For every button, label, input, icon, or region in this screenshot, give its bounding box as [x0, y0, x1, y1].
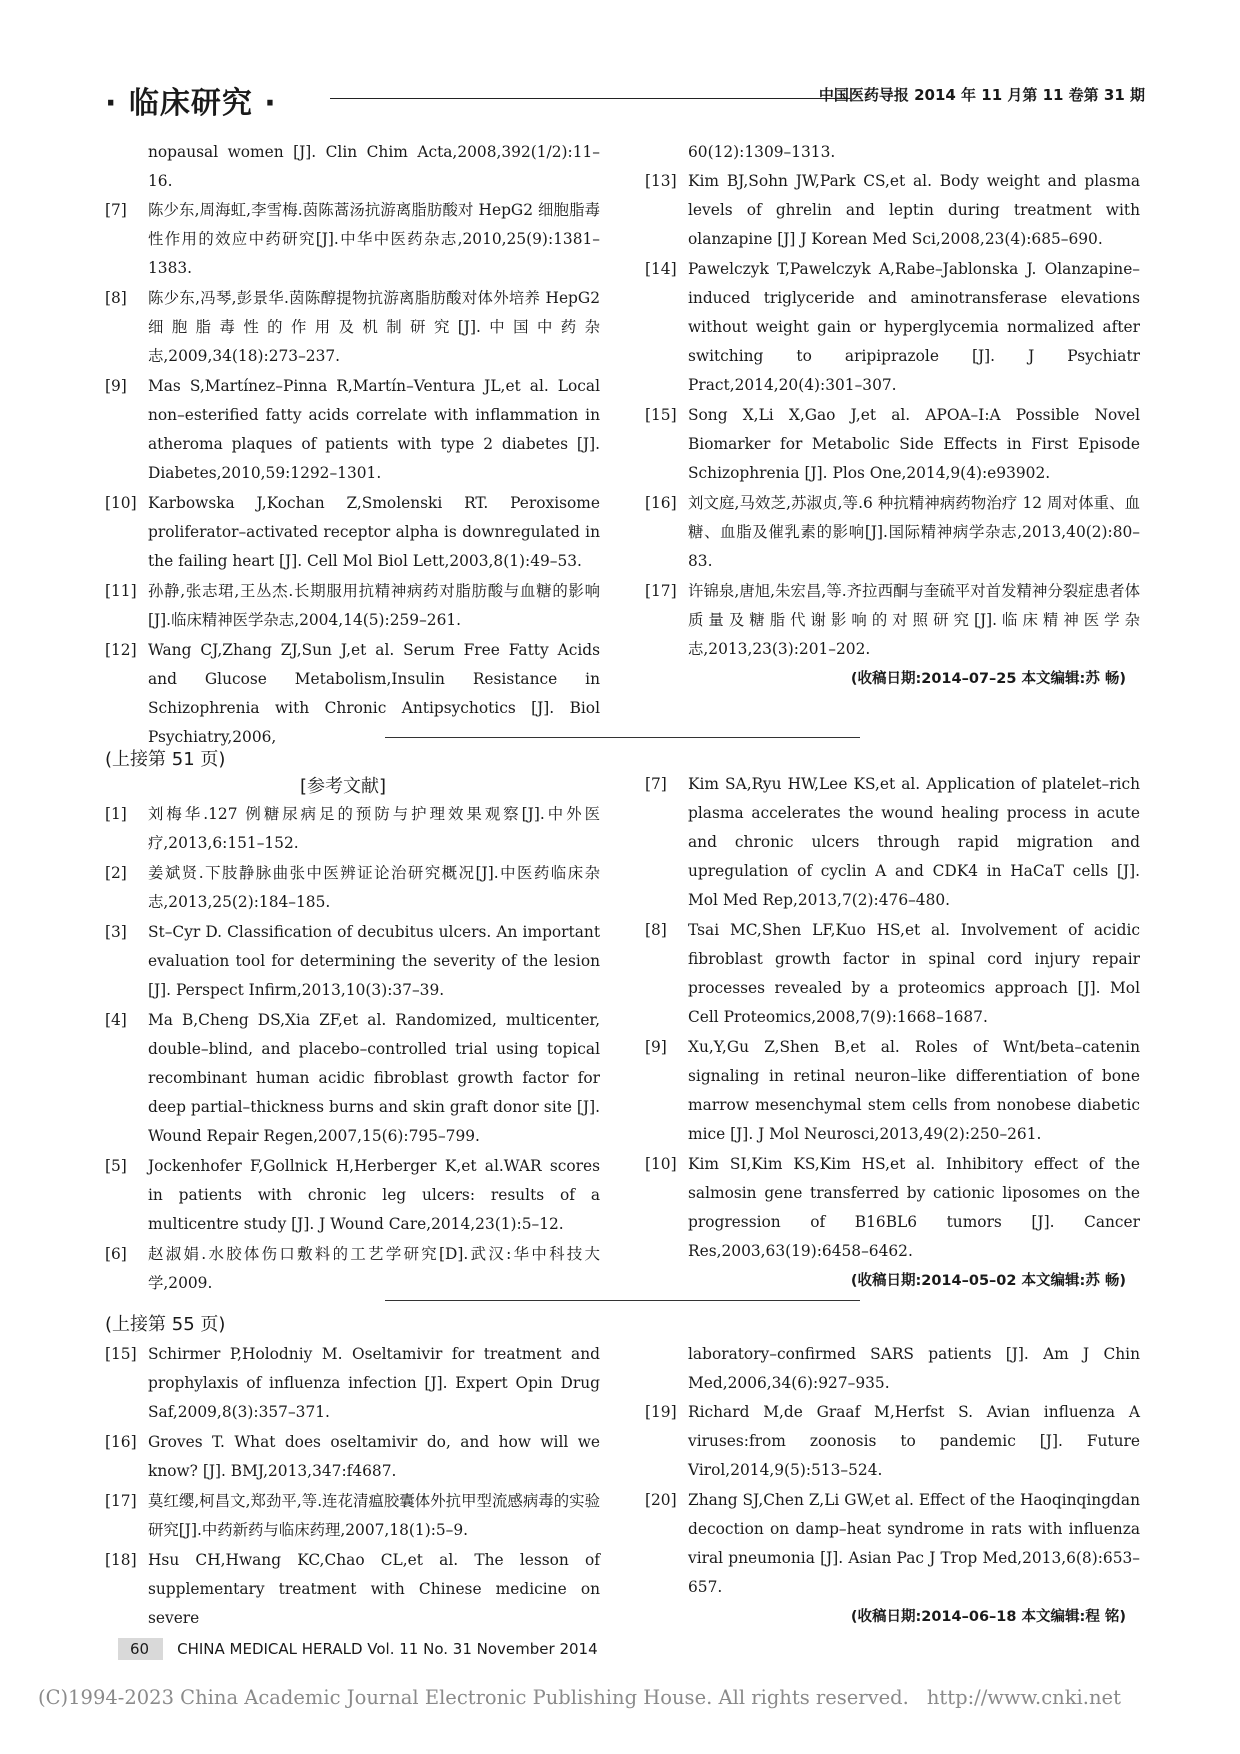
reference-text: Hsu CH,Hwang KC,Chao CL,et al. The lesson of supplementary treatment with Chinese medicine on severe	[148, 1551, 600, 1627]
reference-item	[105, 1340, 600, 1427]
reference-item	[105, 489, 600, 576]
reference-number: [12]	[105, 641, 137, 659]
reference-continuation: nopausal women [J]. Clin Chim Acta,2008,392(1/2):11–16.	[148, 143, 600, 190]
references-heading: [参考文献]	[300, 776, 387, 797]
continued-from-label: (上接第 51 页)	[105, 749, 226, 770]
reference-item	[105, 800, 600, 858]
block3-left-column	[105, 1340, 600, 1634]
reference-number: [11]	[105, 582, 137, 600]
received-date-note: (收稿日期:2014–05–02 本文编辑:苏 畅)	[850, 1273, 1126, 1289]
reference-item	[645, 1486, 1140, 1602]
reference-number: [13]	[645, 172, 677, 190]
reference-list	[105, 800, 600, 1298]
reference-text: Zhang SJ,Chen Z,Li GW,et al. Effect of the Haoqinqingdan decoction on damp–heat syndrome in rats with influenza viral pneumonia [J]. Asian Pac J Trop Med,2013,6(8):653–657.	[688, 1491, 1140, 1596]
reference-number: [3]	[105, 923, 127, 941]
reference-number: [10]	[645, 1155, 677, 1173]
header-rule	[330, 98, 850, 99]
reference-number: [15]	[105, 1345, 137, 1363]
reference-text: 刘梅华.127 例糖尿病足的预防与护理效果观察[J].中外医疗,2013,6:151–152.	[148, 805, 600, 852]
block2-left-column	[105, 800, 600, 1299]
reference-text: 莫红缨,柯昌文,郑劲平,等.连花清瘟胶囊体外抗甲型流感病毒的实验研究[J].中药新药与临床药理,2007,18(1):5–9.	[148, 1492, 600, 1539]
reference-list	[105, 196, 600, 752]
reference-item	[105, 1152, 600, 1239]
reference-number: [14]	[645, 260, 677, 278]
reference-text: 刘文庭,马效芝,苏淑贞,等.6 种抗精神病药物治疗 12 周对体重、血糖、血脂及催乳素的影响[J].国际精神病学杂志,2013,40(2):80–83.	[688, 494, 1140, 570]
reference-text: 姜斌贤.下肢静脉曲张中医辨证论治研究概况[J].中医药临床杂志,2013,25(2):184–185.	[148, 864, 600, 911]
reference-item	[105, 1006, 600, 1151]
reference-number: [18]	[105, 1551, 137, 1569]
publisher-url: http://www.cnki.net	[926, 1686, 1121, 1709]
reference-item	[645, 401, 1140, 488]
reference-item	[645, 577, 1140, 664]
reference-text: Tsai MC,Shen LF,Kuo HS,et al. Involvement of acidic fibroblast growth factor in spinal cord injury repair processes revealed by a proteomics approach [J]. Mol Cell Proteomics,2008,7(9):1668–1687.	[688, 921, 1140, 1026]
reference-number: [6]	[105, 1245, 127, 1263]
reference-item	[645, 770, 1140, 915]
reference-text: Groves T. What does oseltamivir do, and how will we know? [J]. BMJ,2013,347:f4687.	[148, 1433, 600, 1480]
reference-number: [19]	[645, 1403, 677, 1421]
reference-number: [20]	[645, 1491, 677, 1509]
reference-text: Richard M,de Graaf M,Herfst S. Avian influenza A viruses:from zoonosis to pandemic [J]. Future Virol,2014,9(5):513–524.	[688, 1403, 1140, 1479]
reference-text: Kim BJ,Sohn JW,Park CS,et al. Body weight and plasma levels of ghrelin and leptin during treatment with olanzapine [J] J Korean Med Sci,2008,23(4):685–690.	[688, 172, 1140, 248]
continued-from-label: (上接第 55 页)	[105, 1314, 226, 1335]
reference-number: [7]	[105, 201, 127, 219]
copyright-notice: (C)1994-2023 China Academic Journal Electronic Publishing House. All rights reserved.	[38, 1686, 909, 1709]
reference-item	[105, 1428, 600, 1486]
reference-text: 陈少东,冯琴,彭景华.茵陈醇提物抗游离脂肪酸对体外培养 HepG2 细胞脂毒性的作用及机制研究[J].中国中药杂志,2009,34(18):273–237.	[148, 289, 600, 365]
section-divider	[385, 737, 860, 738]
reference-text: Song X,Li X,Gao J,et al. APOA–I:A Possible Novel Biomarker for Metabolic Side Effects in First Episode Schizophrenia [J]. Plos One,2014,9(4):e93902.	[688, 406, 1140, 482]
reference-number: [7]	[645, 775, 667, 793]
reference-text: Jockenhofer F,Gollnick H,Herberger K,et al.WAR scores in patients with chronic leg ulcers: results of a multicentre study [J]. J Wound Care,2014,23(1):5–12.	[148, 1157, 600, 1233]
block3-right-column	[645, 1340, 1140, 1632]
reference-continuation: 60(12):1309–1313.	[688, 143, 836, 161]
reference-text: 许锦泉,唐旭,朱宏昌,等.齐拉西酮与奎硫平对首发精神分裂症患者体质量及糖脂代谢影响的对照研究[J].临床精神医学杂志,2013,23(3):201–202.	[688, 582, 1140, 658]
reference-item	[105, 1487, 600, 1545]
block2-right-column	[645, 770, 1140, 1296]
reference-text: 孙静,张志珺,王丛杰.长期服用抗精神病药对脂肪酸与血糖的影响[J].临床精神医学杂志,2004,14(5):259–261.	[148, 582, 600, 629]
reference-text: Kim SI,Kim KS,Kim HS,et al. Inhibitory effect of the salmosin gene transferred by cationic liposomes on the progression of B16BL6 tumors [J]. Cancer Res,2003,63(19):6458–6462.	[688, 1155, 1140, 1260]
journal-footer-line: CHINA MEDICAL HERALD Vol. 11 No. 31 November 2014	[177, 1640, 598, 1658]
reference-item	[645, 1150, 1140, 1266]
reference-number: [16]	[105, 1433, 137, 1451]
reference-text: Schirmer P,Holodniy M. Oseltamivir for treatment and prophylaxis of influenza infection [J]. Expert Opin Drug Saf,2009,8(3):357–371.	[148, 1345, 600, 1421]
page-number: 60	[118, 1638, 163, 1660]
reference-item	[105, 577, 600, 635]
page-footer	[118, 1636, 598, 1662]
reference-list	[645, 770, 1140, 1266]
reference-item	[105, 196, 600, 283]
reference-item	[105, 372, 600, 488]
reference-text: Karbowska J,Kochan Z,Smolenski RT. Peroxisome proliferator–activated receptor alpha is downregulated in the failing heart [J]. Cell Mol Biol Lett,2003,8(1):49–53.	[148, 494, 600, 570]
copyright-watermark	[38, 1686, 1139, 1709]
reference-number: [4]	[105, 1011, 127, 1029]
reference-list	[105, 1340, 600, 1633]
reference-item	[105, 1546, 600, 1633]
reference-item	[105, 284, 600, 371]
reference-list	[645, 167, 1140, 664]
reference-text: 赵淑娟.水胶体伤口敷料的工艺学研究[D].武汉:华中科技大学,2009.	[148, 1245, 600, 1292]
reference-number: [8]	[645, 921, 667, 939]
reference-text: Mas S,Martínez–Pinna R,Martín–Ventura JL,et al. Local non–esterified fatty acids correlate with inflammation in atheroma plaques of patients with type 2 diabetes [J]. Diabetes,2010,59:1292–1301.	[148, 377, 600, 482]
block1-left-column	[105, 138, 600, 753]
reference-text: Wang CJ,Zhang ZJ,Sun J,et al. Serum Free Fatty Acids and Glucose Metabolism,Insulin Resistance in Schizophrenia with Chronic Antipsychotics [J]. Biol Psychiatry,2006,	[148, 641, 600, 746]
page-header	[105, 78, 1145, 121]
reference-text: Kim SA,Ryu HW,Lee KS,et al. Application of platelet–rich plasma accelerates the wound healing process in acute and chronic ulcers through rapid migration and upregulation of cyclin A and CDK4 in HaCaT cells [J]. Mol Med Rep,2013,7(2):476–480.	[688, 775, 1140, 909]
reference-continuation: laboratory–confirmed SARS patients [J]. Am J Chin Med,2006,34(6):927–935.	[688, 1345, 1140, 1392]
reference-item	[645, 916, 1140, 1032]
section-divider	[385, 1300, 860, 1301]
reference-number: [2]	[105, 864, 127, 882]
reference-text: Xu,Y,Gu Z,Shen B,et al. Roles of Wnt/beta–catenin signaling in retinal neuron–like differentiation of bone marrow mesenchymal stem cells from nonobese diabetic mice [J]. J Mol Neurosci,2013,49(2):250–261.	[688, 1038, 1140, 1143]
reference-item	[105, 1240, 600, 1298]
reference-text: St–Cyr D. Classification of decubitus ulcers. An important evaluation tool for determining the severity of the lesion [J]. Perspect Infirm,2013,10(3):37–39.	[148, 923, 600, 999]
reference-number: [10]	[105, 494, 137, 512]
reference-item	[645, 255, 1140, 400]
reference-number: [1]	[105, 805, 127, 823]
reference-item	[105, 636, 600, 752]
reference-list	[645, 1398, 1140, 1602]
reference-text: Pawelczyk T,Pawelczyk A,Rabe–Jablonska J. Olanzapine–induced triglyceride and aminotransferase elevations without weight gain or hyperglycemia normalized after switching to aripiprazole [J]. J Psychiatr Pract,2014,20(4):301–307.	[688, 260, 1140, 394]
reference-item	[645, 489, 1140, 576]
reference-item	[645, 1033, 1140, 1149]
reference-item	[645, 167, 1140, 254]
received-date-note: (收稿日期:2014–07–25 本文编辑:苏 畅)	[850, 671, 1126, 687]
reference-number: [17]	[105, 1492, 137, 1510]
reference-number: [9]	[645, 1038, 667, 1056]
block1-right-column	[645, 138, 1140, 694]
reference-number: [8]	[105, 289, 127, 307]
reference-item	[105, 859, 600, 917]
reference-item	[105, 918, 600, 1005]
reference-item	[645, 1398, 1140, 1485]
reference-number: [15]	[645, 406, 677, 424]
reference-text: Ma B,Cheng DS,Xia ZF,et al. Randomized, multicenter, double–blind, and placebo–controlled trial using topical recombinant human acidic fibroblast growth factor for deep partial–thickness burns and skin graft donor site [J]. Wound Repair Regen,2007,15(6):795–799.	[148, 1011, 600, 1145]
reference-number: [9]	[105, 377, 127, 395]
reference-number: [5]	[105, 1157, 127, 1175]
reference-text: 陈少东,周海虹,李雪梅.茵陈蒿汤抗游离脂肪酸对 HepG2 细胞脂毒性作用的效应中药研究[J].中华中医药杂志,2010,25(9):1381–1383.	[148, 201, 600, 277]
received-date-note: (收稿日期:2014–06–18 本文编辑:程 铭)	[850, 1609, 1126, 1625]
reference-number: [16]	[645, 494, 677, 512]
journal-issue-info: 中国医药导报 2014 年 11 月第 11 卷第 31 期	[818, 86, 1145, 104]
section-title: · 临床研究 ·	[105, 86, 277, 121]
reference-number: [17]	[645, 582, 677, 600]
